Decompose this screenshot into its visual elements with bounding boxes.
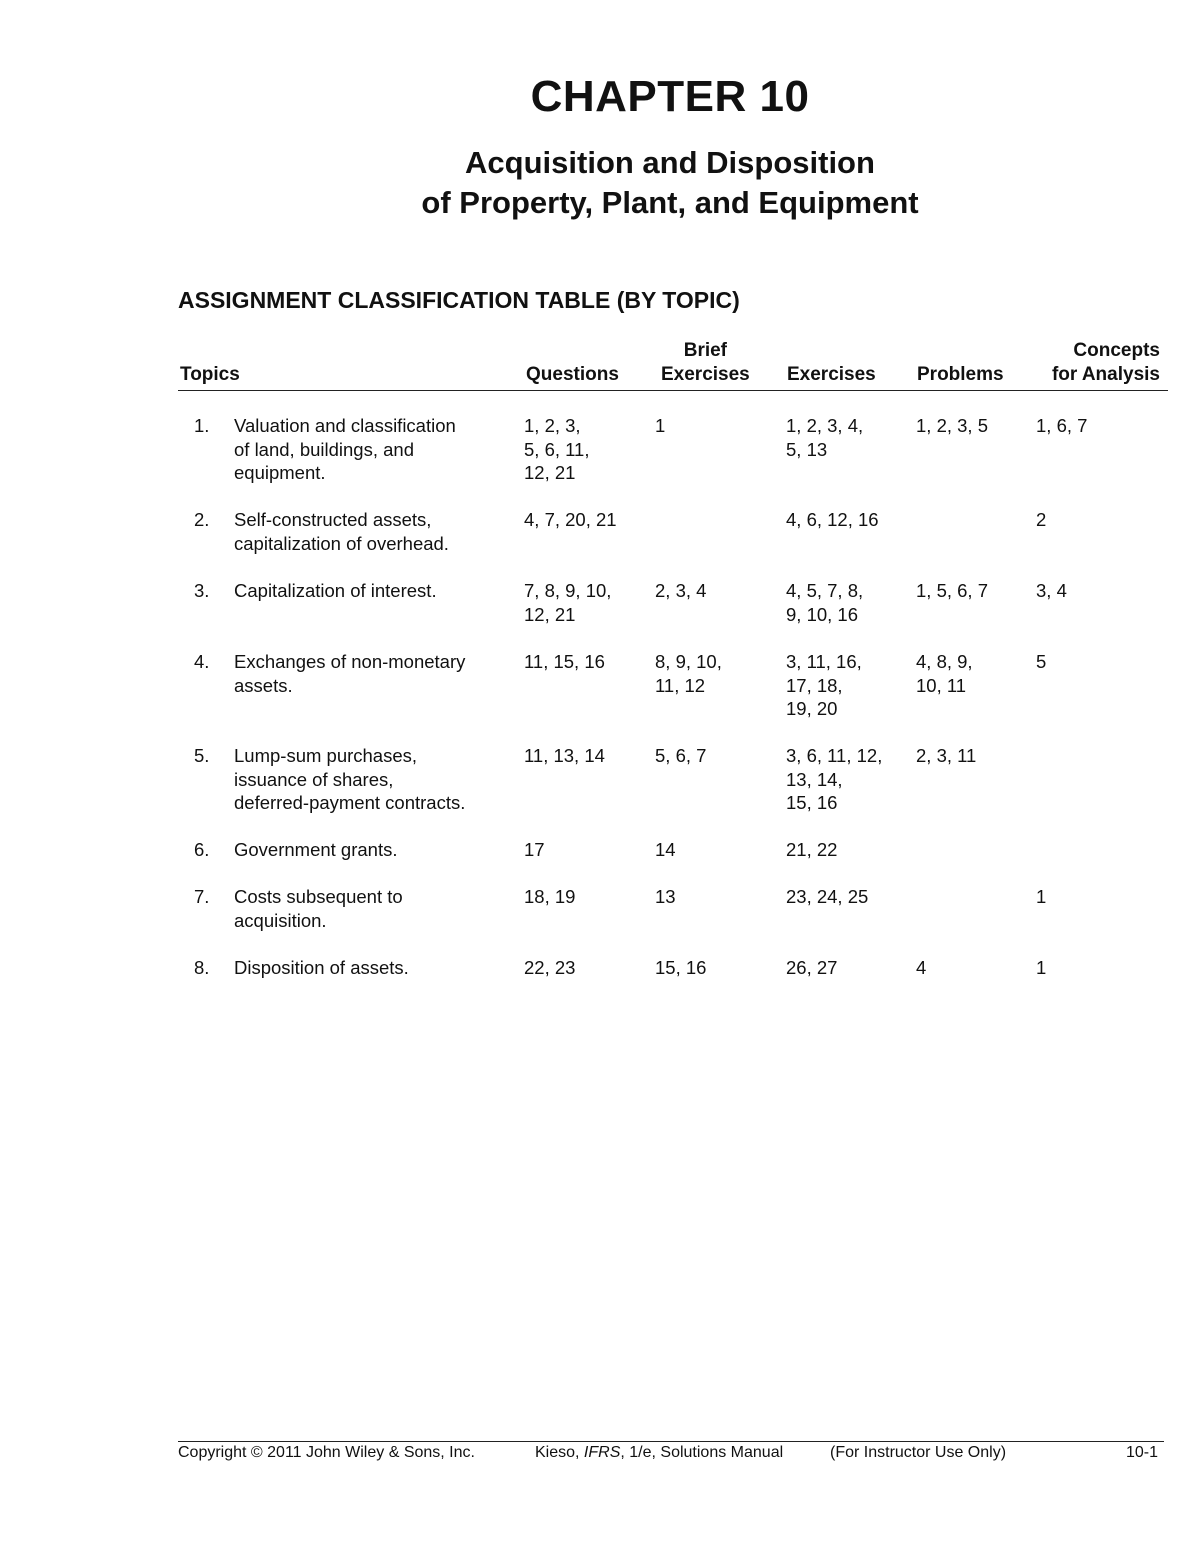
table-row [178, 838, 1168, 885]
row-questions: 22, 23 [524, 957, 576, 978]
row-questions: 11, 15, 16 [524, 651, 605, 672]
table-row [178, 414, 1168, 508]
row-topic: Costs subsequent to acquisition. [234, 886, 403, 931]
row-number: 7. [194, 886, 210, 907]
header-exercises [787, 363, 876, 387]
row-brief-exercises: 14 [655, 839, 676, 860]
header-topics [180, 363, 240, 387]
subtitle-line-2: of Property, Plant, and Equipment [421, 185, 919, 220]
table-row [178, 650, 1168, 744]
row-questions: 11, 13, 14 [524, 745, 605, 766]
table-row [178, 885, 1168, 956]
header-brief-exercises [661, 339, 750, 387]
row-number: 4. [194, 651, 210, 672]
row-number: 8. [194, 957, 210, 978]
row-questions: 17 [524, 839, 545, 860]
footer-copyright: Copyright © 2011 John Wiley & Sons, Inc. [178, 1444, 475, 1461]
row-concepts: 2 [1036, 509, 1047, 530]
row-number: 3. [194, 580, 210, 601]
row-questions: 1, 2, 3, 5, 6, 11, 12, 21 [524, 415, 590, 483]
footer-divider [178, 1441, 1164, 1442]
row-number: 6. [194, 839, 210, 860]
section-heading: ASSIGNMENT CLASSIFICATION TABLE (BY TOPIC) [178, 287, 740, 313]
row-concepts: 1 [1036, 886, 1047, 907]
row-concepts: 1, 6, 7 [1036, 415, 1088, 436]
row-topic: Exchanges of non-monetary assets. [234, 651, 466, 696]
row-brief-exercises: 13 [655, 886, 676, 907]
row-exercises: 1, 2, 3, 4, 5, 13 [786, 415, 864, 460]
footer-page-number: 10-1 [1125, 1444, 1158, 1461]
row-questions: 4, 7, 20, 21 [524, 509, 617, 530]
row-number: 1. [194, 415, 210, 436]
footer-book-italic: IFRS [583, 1444, 621, 1461]
footer-book-suffix: , 1/e, Solutions Manual [620, 1444, 784, 1461]
row-number: 5. [194, 745, 210, 766]
header-concepts-label-2: for Analysis [1051, 364, 1160, 385]
footer-use-notice: (For Instructor Use Only) [830, 1444, 1007, 1461]
table-row [178, 579, 1168, 650]
row-topic: Capitalization of interest. [234, 580, 437, 601]
row-brief-exercises: 1 [655, 415, 666, 436]
row-questions: 18, 19 [524, 886, 576, 907]
row-topic: Lump-sum purchases, issuance of shares, deferred-payment contracts. [234, 745, 466, 813]
header-questions-label: Questions [526, 364, 619, 385]
row-brief-exercises: 15, 16 [655, 957, 707, 978]
header-concepts-label-1: Concepts [1073, 340, 1160, 361]
row-brief-exercises: 5, 6, 7 [655, 745, 707, 766]
row-topic: Government grants. [234, 839, 398, 860]
chapter-title: CHAPTER 10 [530, 72, 810, 121]
row-topic: Valuation and classification of land, buildings, and equipment. [234, 415, 456, 483]
row-number: 2. [194, 509, 210, 530]
row-exercises: 3, 11, 16, 17, 18, 19, 20 [786, 651, 862, 719]
row-exercises: 3, 6, 11, 12, 13, 14, 15, 16 [786, 745, 883, 813]
chapter-subtitle [0, 143, 1200, 223]
row-concepts: 1 [1036, 957, 1047, 978]
header-brief-label-1: Brief [683, 340, 728, 361]
footer-book-prefix: Kieso, [535, 1444, 584, 1461]
subtitle-line-1: Acquisition and Disposition [465, 145, 875, 180]
row-problems: 4 [916, 957, 927, 978]
row-problems: 1, 5, 6, 7 [916, 580, 988, 601]
table-body [178, 414, 1168, 986]
table-row [178, 956, 1168, 986]
row-questions: 7, 8, 9, 10, 12, 21 [524, 580, 612, 625]
header-brief-label-2: Exercises [661, 364, 750, 385]
row-brief-exercises: 8, 9, 10, 11, 12 [655, 651, 722, 696]
row-problems: 4, 8, 9, 10, 11 [916, 651, 973, 696]
row-topic: Self-constructed assets, capitalization of overhead. [234, 509, 449, 554]
row-exercises: 23, 24, 25 [786, 886, 869, 907]
header-topics-label: Topics [180, 364, 240, 385]
row-topic: Disposition of assets. [234, 957, 409, 978]
row-exercises: 21, 22 [786, 839, 838, 860]
table-row [178, 508, 1168, 579]
header-exercises-label: Exercises [787, 364, 876, 385]
row-brief-exercises: 2, 3, 4 [655, 580, 707, 601]
header-problems-label: Problems [917, 364, 1004, 385]
row-exercises: 26, 27 [786, 957, 838, 978]
row-problems: 1, 2, 3, 5 [916, 415, 988, 436]
table-header [178, 338, 1168, 391]
row-exercises: 4, 5, 7, 8, 9, 10, 16 [786, 580, 864, 625]
table-row [178, 744, 1168, 838]
row-concepts: 5 [1036, 651, 1047, 672]
header-questions [526, 363, 619, 387]
header-concepts [1036, 339, 1160, 387]
header-problems [917, 363, 1004, 387]
row-concepts: 3, 4 [1036, 580, 1067, 601]
row-exercises: 4, 6, 12, 16 [786, 509, 879, 530]
row-problems: 2, 3, 11 [916, 745, 977, 766]
footer-book-title [535, 1444, 783, 1462]
